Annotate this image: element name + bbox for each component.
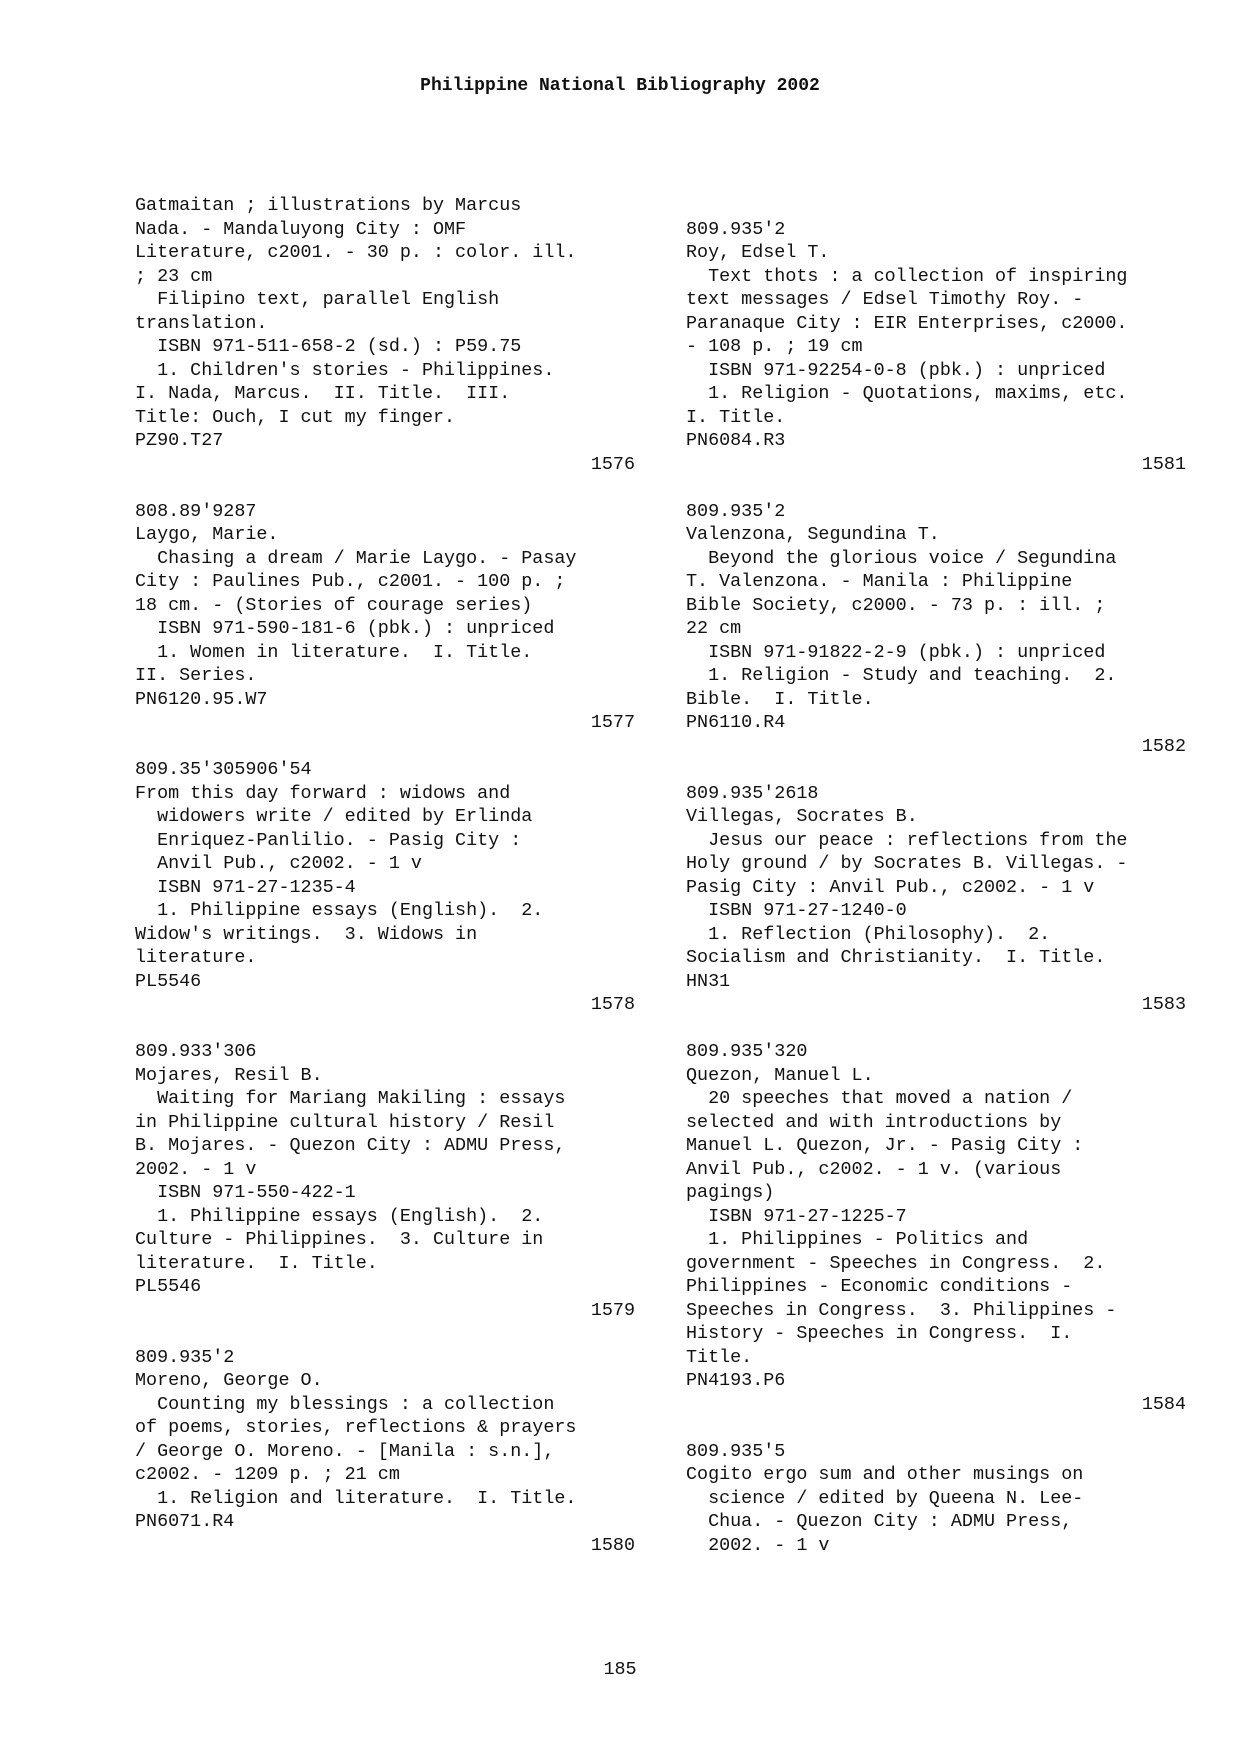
entry-line: ; 23 cm — [135, 265, 213, 287]
entry-line: PN6120.95.W7 — [135, 688, 268, 710]
entry-line: 1. Reflection (Philosophy). 2. — [686, 923, 1051, 945]
entry-line: From this day forward : widows and — [135, 782, 511, 804]
bibliography-entry — [135, 1040, 635, 1322]
entry-line: T. Valenzona. - Manila : Philippine — [686, 571, 1073, 592]
entry-line: City : Paulines Pub., c2001. - 100 p. ; — [135, 571, 566, 592]
entry-line: Paranaque City : EIR Enterprises, c2000. — [686, 312, 1128, 334]
bibliography-entry — [135, 500, 635, 735]
entry-line: PL5546 — [135, 1276, 202, 1297]
entry-line: Manuel L. Quezon, Jr. - Pasig City : — [686, 1135, 1084, 1156]
entry-line: 18 cm. - (Stories of courage series) — [135, 594, 533, 616]
entry-line: Title: Ouch, I cut my finger. — [135, 406, 456, 428]
entry-line: Cogito ergo sum and other musings on — [686, 1464, 1084, 1485]
entry-line: of poems, stories, reflections & prayers — [135, 1417, 577, 1438]
entry-line: Gatmaitan ; illustrations by Marcus — [135, 195, 522, 216]
entry-number: 1581 — [1141, 453, 1186, 475]
entry-number: 1583 — [1141, 994, 1186, 1015]
entry-line: PL5546 — [135, 970, 202, 992]
entry-line: 2002. - 1 v — [686, 1534, 830, 1556]
entry-line: 1. Philippine essays (English). 2. — [135, 1205, 544, 1227]
bibliography-entry — [686, 1440, 1186, 1558]
entry-number: 1576 — [590, 453, 635, 475]
entry-line: 20 speeches that moved a nation / — [686, 1088, 1073, 1109]
entry-line: 809.935'2 — [135, 1346, 235, 1368]
entry-line: Filipino text, parallel English — [135, 289, 500, 310]
entry-line: government - Speeches in Congress. 2. — [686, 1252, 1106, 1274]
entry-line: 1. Philippines - Politics and — [686, 1229, 1029, 1250]
entry-line: Pasig City : Anvil Pub., c2002. - 1 v — [686, 876, 1095, 898]
entry-line: Jesus our peace : reflections from the — [686, 829, 1128, 851]
entry-line: Bible. I. Title. — [686, 688, 874, 710]
entry-line: Chua. - Quezon City : ADMU Press, — [686, 1511, 1073, 1532]
entry-line: 809.933'306 — [135, 1041, 257, 1062]
entry-line: in Philippine cultural history / Resil — [135, 1111, 555, 1133]
entry-line: Counting my blessings : a collection — [135, 1393, 555, 1415]
entry-line: Anvil Pub., c2002. - 1 v. (various — [686, 1158, 1062, 1180]
entry-line: selected and with introductions by — [686, 1111, 1062, 1133]
bibliography-entry — [135, 1346, 635, 1558]
entry-line: B. Mojares. - Quezon City : ADMU Press, — [135, 1135, 566, 1156]
entry-line: 1. Religion and literature. I. Title. — [135, 1487, 577, 1509]
entry-line: Anvil Pub., c2002. - 1 v — [135, 853, 422, 874]
entry-line: ISBN 971-27-1240-0 — [686, 900, 907, 921]
entry-line: Widow's writings. 3. Widows in — [135, 923, 478, 945]
entry-line: 809.35'305906'54 — [135, 759, 312, 780]
bibliography-entry — [135, 758, 635, 1017]
entry-line: 1. Religion - Study and teaching. 2. — [686, 665, 1117, 686]
entry-line: Text thots : a collection of inspiring — [686, 265, 1128, 287]
entry-line: History - Speeches in Congress. I. — [686, 1323, 1073, 1344]
entry-line: 809.935'2618 — [686, 782, 819, 804]
entry-number: 1584 — [1141, 1393, 1186, 1415]
entry-line: 1. Religion - Quotations, maxims, etc. — [686, 383, 1128, 404]
entry-line: 2002. - 1 v — [135, 1158, 257, 1180]
entry-line: Waiting for Mariang Makiling : essays — [135, 1088, 566, 1109]
entry-line: 809.935'2 — [686, 500, 786, 522]
entry-number: 1582 — [1141, 735, 1186, 757]
entry-line: Beyond the glorious voice / Segundina — [686, 547, 1117, 569]
entry-line: 808.89'9287 — [135, 500, 257, 522]
entry-number: 1580 — [590, 1534, 635, 1556]
entry-line: Culture - Philippines. 3. Culture in — [135, 1229, 544, 1250]
entry-line: Socialism and Christianity. I. Title. — [686, 947, 1106, 968]
entry-line: 1. Children's stories - Philippines. — [135, 359, 555, 381]
right-column — [686, 194, 1186, 1581]
entry-line: c2002. - 1209 p. ; 21 cm — [135, 1464, 400, 1485]
entry-line: I. Nada, Marcus. II. Title. III. — [135, 383, 511, 404]
entry-line: Laygo, Marie. — [135, 524, 279, 545]
entry-line: literature. — [135, 947, 257, 968]
entry-line: 809.935'5 — [686, 1440, 786, 1462]
entry-line: 809.935'2 — [686, 218, 786, 240]
bibliography-entry — [135, 194, 635, 476]
entry-line: literature. I. Title. — [135, 1252, 378, 1274]
entry-line: Philippines - Economic conditions - — [686, 1276, 1073, 1297]
entry-line: Villegas, Socrates B. — [686, 806, 918, 827]
entry-line: Mojares, Resil B. — [135, 1064, 323, 1086]
entry-line: Moreno, George O. — [135, 1370, 323, 1391]
entry-line: ISBN 971-91822-2-9 (pbk.) : unpriced — [686, 641, 1106, 663]
entry-line: Chasing a dream / Marie Laygo. - Pasay — [135, 547, 577, 569]
entry-line: PN6110.R4 — [686, 712, 786, 733]
entry-line: ISBN 971-27-1225-7 — [686, 1205, 907, 1227]
entry-line: Speeches in Congress. 3. Philippines - — [686, 1299, 1117, 1321]
bibliography-entry — [686, 782, 1186, 1017]
entry-line: Title. — [686, 1346, 753, 1368]
entry-line: pagings) — [686, 1182, 775, 1203]
entry-line: ISBN 971-590-181-6 (pbk.) : unpriced — [135, 618, 555, 639]
entry-line: 22 cm — [686, 618, 742, 639]
entry-line: I. Title. — [686, 406, 786, 428]
entry-line: ISBN 971-27-1235-4 — [135, 876, 356, 898]
bibliography-entry — [686, 500, 1186, 759]
entry-line: Enriquez-Panlilio. - Pasig City : — [135, 829, 522, 851]
page-header-title: Philippine National Bibliography 2002 — [420, 76, 820, 96]
entry-number: 1579 — [590, 1299, 635, 1321]
entry-line: Bible Society, c2000. - 73 p. : ill. ; — [686, 594, 1106, 616]
page-number: 185 — [603, 1659, 637, 1680]
entry-line: translation. — [135, 312, 268, 334]
entry-line: PZ90.T27 — [135, 430, 224, 451]
entry-number: 1578 — [590, 994, 635, 1015]
entry-line: ISBN 971-92254-0-8 (pbk.) : unpriced — [686, 359, 1106, 381]
entry-line: 1. Women in literature. I. Title. — [135, 641, 533, 663]
entry-line: Literature, c2001. - 30 p. : color. ill. — [135, 242, 577, 263]
entry-line: text messages / Edsel Timothy Roy. - — [686, 289, 1084, 310]
entry-line: PN6071.R4 — [135, 1511, 235, 1532]
entry-number: 1577 — [590, 712, 635, 733]
entry-line: PN6084.R3 — [686, 430, 786, 451]
entry-line — [686, 194, 1186, 218]
entry-line: Roy, Edsel T. — [686, 242, 830, 263]
entry-line: ISBN 971-550-422-1 — [135, 1182, 356, 1203]
entry-line: Holy ground / by Socrates B. Villegas. - — [686, 853, 1128, 874]
bibliography-entry — [686, 1040, 1186, 1416]
entry-line: PN4193.P6 — [686, 1370, 786, 1391]
entry-line: ISBN 971-511-658-2 (sd.) : P59.75 — [135, 336, 522, 357]
entry-line: II. Series. — [135, 665, 257, 686]
left-column — [135, 194, 635, 1581]
entry-line: / George O. Moreno. - [Manila : s.n.], — [135, 1440, 555, 1462]
entry-line: widowers write / edited by Erlinda — [135, 806, 533, 827]
entry-line: - 108 p. ; 19 cm — [686, 336, 863, 357]
bibliography-entry — [686, 194, 1186, 476]
entry-line: Nada. - Mandaluyong City : OMF — [135, 218, 467, 240]
entry-line: Valenzona, Segundina T. — [686, 524, 940, 545]
entry-line: Quezon, Manuel L. — [686, 1064, 874, 1086]
entry-line: science / edited by Queena N. Lee- — [686, 1487, 1084, 1509]
entry-line: 809.935'320 — [686, 1041, 808, 1062]
entry-line: HN31 — [686, 970, 731, 992]
entry-line: 1. Philippine essays (English). 2. — [135, 900, 544, 921]
